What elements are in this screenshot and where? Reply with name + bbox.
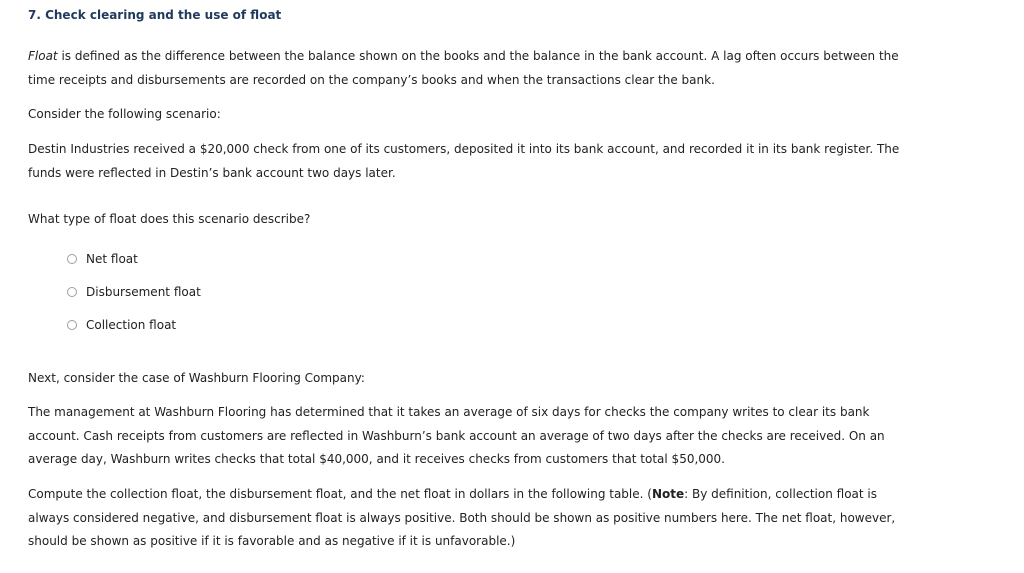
option-disbursement-float[interactable]	[67, 282, 201, 302]
note-label: Note	[651, 487, 685, 501]
next-prompt: Next, consider the case of Washburn Flooring Company:	[28, 371, 365, 385]
option-net-float[interactable]	[67, 249, 138, 269]
option-label: Collection float	[86, 318, 177, 332]
radio-button[interactable]	[67, 320, 77, 330]
option-collection-float[interactable]	[67, 315, 176, 335]
compute-rest: : By definition, collection float is always considered negative, and disbursement float is always positive. Both should be shown as positive numbers here. The net float, however, should be shown as positive if it is favorable and as negative if it is unfavorable.)	[28, 487, 896, 548]
radio-button[interactable]	[67, 287, 77, 297]
float-definition	[28, 45, 923, 92]
option-label: Disbursement float	[86, 285, 201, 299]
radio-button[interactable]	[67, 254, 77, 264]
washburn-text: The management at Washburn Flooring has determined that it takes an average of six days for checks the company writes to clear its bank account. Cash receipts from customers are reflected in Washburn’s bank account an average of two days after the checks are received. On an average day, Washburn writes checks that total $40,000, and it receives checks from customers that total $50,000.	[28, 405, 885, 466]
option-label: Net float	[86, 252, 138, 266]
float-definition-text: is defined as the difference between the balance shown on the books and the balance in the bank account. A lag often occurs between the time receipts and disbursements are recorded on the company’s books and when the transactions clear the bank.	[28, 49, 899, 87]
mc-question: What type of float does this scenario describe?	[28, 212, 311, 226]
float-term: Float	[28, 49, 58, 63]
question-title: 7. Check clearing and the use of float	[28, 8, 282, 22]
scenario-text: Destin Industries received a $20,000 check from one of its customers, deposited it into its bank account, and recorded it in its bank register. The funds were reflected in Destin’s bank account two days later.	[28, 142, 900, 180]
scenario-prompt: Consider the following scenario:	[28, 107, 221, 121]
compute-instructions	[28, 483, 908, 554]
compute-lead: Compute the collection float, the disbursement float, and the net float in dollars in the following table. (	[28, 487, 652, 501]
